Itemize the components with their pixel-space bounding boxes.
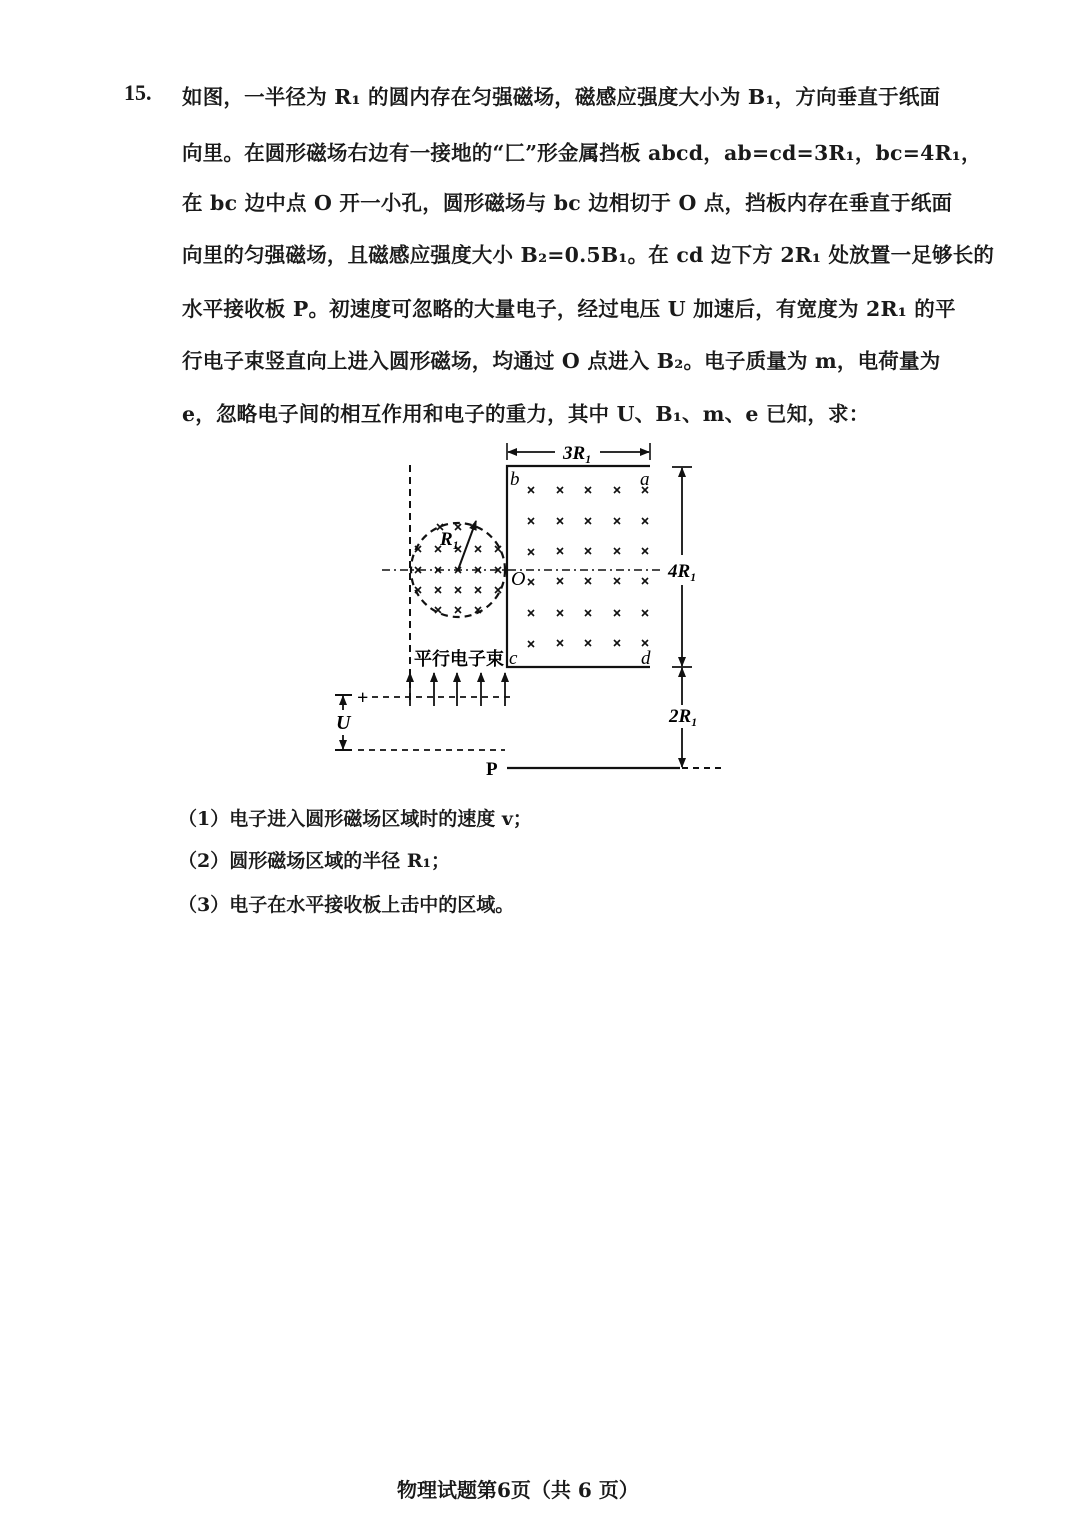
label-b: b: [510, 469, 520, 490]
label-plus: +: [357, 687, 369, 709]
label-d: d: [641, 648, 651, 669]
question-line-5: 水平接收板 P。初速度可忽略的大量电子，经过电压 U 加速后，有宽度为 2R₁ 的平: [182, 297, 956, 321]
question-line-7: e，忽略电子间的相互作用和电子的重力，其中 U、B₁、m、e 已知，求：: [182, 402, 870, 426]
sub-question-2: （2）圆形磁场区域的半径 R₁；: [178, 850, 450, 872]
dim-2R1-label: 2R₁: [669, 706, 698, 727]
label-O: O: [511, 568, 526, 590]
label-a: a: [640, 469, 650, 490]
sub-question-3: （3）电子在水平接收板上击中的区域。: [178, 894, 515, 916]
question-line-4: 向里的匀强磁场，且磁感应强度大小 B₂=0.5B₁。在 cd 边下方 2R₁ 处放置一足够长的: [182, 243, 995, 267]
question-number: 15.: [124, 80, 152, 105]
radius-arrow: [458, 521, 476, 570]
metal-plate-abcd: [507, 466, 650, 667]
dim-4R1-label: 4R₁: [668, 561, 697, 582]
question-line-1: 如图，一半径为 R₁ 的圆内存在匀强磁场，磁感应强度大小为 B₁，方向垂直于纸面: [182, 85, 941, 109]
question-line-6: 行电子束竖直向上进入圆形磁场，均通过 O 点进入 B₂。电子质量为 m，电荷量为: [182, 349, 941, 373]
dim-3R1-label: 3R₁: [563, 443, 592, 464]
question-line-2: 向里。在圆形磁场右边有一接地的“匚”形金属挡板 abcd，ab=cd=3R₁，bc=4R₁，: [182, 141, 982, 165]
beam-label: 平行电子束: [414, 649, 504, 670]
question-line-3: 在 bc 边中点 O 开一小孔，圆形磁场与 bc 边相切于 O 点，挡板内存在垂直于纸面: [182, 191, 953, 215]
sub-question-1: （1）电子进入圆形磁场区域时的速度 v；: [178, 808, 532, 830]
label-U: U: [336, 712, 351, 734]
label-R1: R₁: [440, 529, 460, 550]
label-P: P: [486, 759, 498, 780]
electron-beam-arrows: [410, 673, 505, 706]
page-footer: 物理试题第6页（共 6 页）: [397, 1478, 639, 1502]
plate-field-crosses: [528, 487, 648, 647]
label-c: c: [509, 648, 518, 669]
